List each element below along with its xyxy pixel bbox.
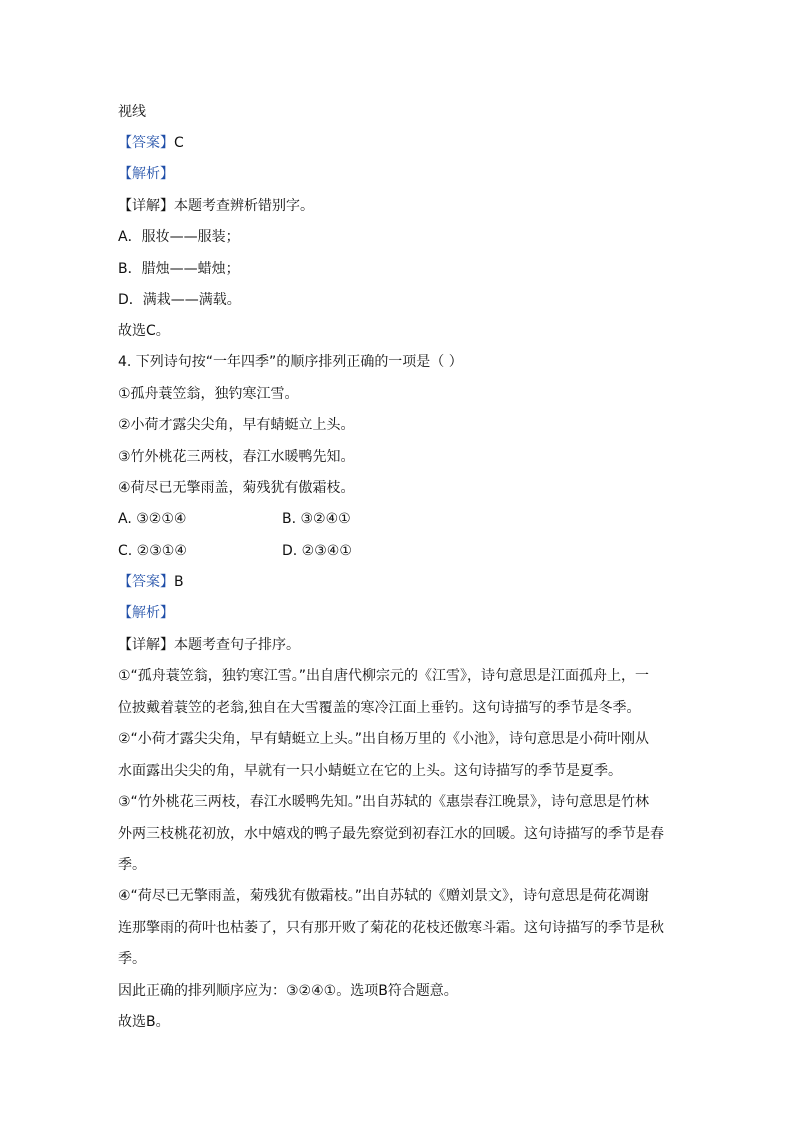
answer-tag: 【答案】 <box>118 135 174 151</box>
poem-line-4: ④荷尽已无擎雨盖，菊残犹有傲霜枝。 <box>118 480 355 496</box>
option-c: C. ②③①④ <box>118 543 187 559</box>
summary-line: 因此正确的排列顺序应为：③②④①。选项B符合题意。 <box>118 983 458 999</box>
detail-tag: 【详解】 <box>118 637 174 653</box>
answer-value: C <box>174 135 184 151</box>
fix-line-d: D．满栽——满载。 <box>118 292 241 308</box>
explanation-line: ②“小荷才露尖尖角，早有蜻蜓立上头。”出自杨万里的《小池》，诗句意思是小荷叶刚从 <box>118 731 650 747</box>
answer-tag: 【答案】 <box>118 574 174 590</box>
answer-line-q4 <box>118 574 184 590</box>
explanation-line: ①“孤舟蓑笠翁，独钓寒江雪。”出自唐代柳宗元的《江雪》，诗句意思是江面孤舟上，一 <box>118 668 650 684</box>
detail-text: 本题考查句子排序。 <box>174 637 300 653</box>
conclusion-q3: 故选C。 <box>118 323 170 339</box>
explanation-line: 位披戴着蓑笠的老翁,独自在大雪覆盖的寒冷江面上垂钓。这句诗描写的季节是冬季。 <box>118 700 641 716</box>
explanation-line: 连那擎雨的荷叶也枯萎了，只有那开败了菊花的花枝还傲寒斗霜。这句诗描写的季节是秋 <box>118 920 664 936</box>
fix-line-b: B．腊烛——蜡烛； <box>118 261 240 277</box>
detail-tag: 【详解】 <box>118 198 174 214</box>
explanation-line: 水面露出尖尖的角，早就有一只小蜻蜓立在它的上头。这句诗描写的季节是夏季。 <box>118 763 622 779</box>
explanation-line: ④“荷尽已无擎雨盖，菊残犹有傲霜枝。”出自苏轼的《赠刘景文》，诗句意思是荷花凋谢 <box>118 888 650 904</box>
conclusion-q4: 故选B。 <box>118 1014 170 1030</box>
detail-text: 本题考查辨析错别字。 <box>174 198 314 214</box>
explanation-line: 外两三枝桃花初放，水中嬉戏的鸭子最先察觉到初春江水的回暖。这句诗描写的季节是春 <box>118 826 664 842</box>
top-fragment: 视线 <box>118 104 146 120</box>
poem-line-2: ②小荷才露尖尖角，早有蜻蜓立上头。 <box>118 417 355 433</box>
option-a: A. ③②①④ <box>118 511 187 527</box>
poem-line-3: ③竹外桃花三两枝，春江水暖鸭先知。 <box>118 449 355 465</box>
explanation-line: 季。 <box>118 857 146 873</box>
answer-line-q3 <box>118 135 184 151</box>
option-b: B. ③②④① <box>282 511 351 527</box>
analysis-tag: 【解析】 <box>118 166 174 182</box>
detail-line-q3 <box>118 198 314 214</box>
poem-line-1: ①孤舟蓑笠翁，独钓寒江雪。 <box>118 386 299 402</box>
answer-value: B <box>174 574 184 590</box>
question-4-stem: 4. 下列诗句按“一年四季”的顺序排列正确的一项是（ ） <box>118 354 463 370</box>
fix-line-a: A．服妆——服装； <box>118 229 240 245</box>
explanation-line: 季。 <box>118 951 146 967</box>
detail-line-q4 <box>118 637 300 653</box>
explanation-line: ③“竹外桃花三两枝，春江水暖鸭先知。”出自苏轼的《惠崇春江晚景》，诗句意思是竹林 <box>118 794 650 810</box>
option-d: D. ②③④① <box>282 543 352 559</box>
analysis-tag: 【解析】 <box>118 605 174 621</box>
